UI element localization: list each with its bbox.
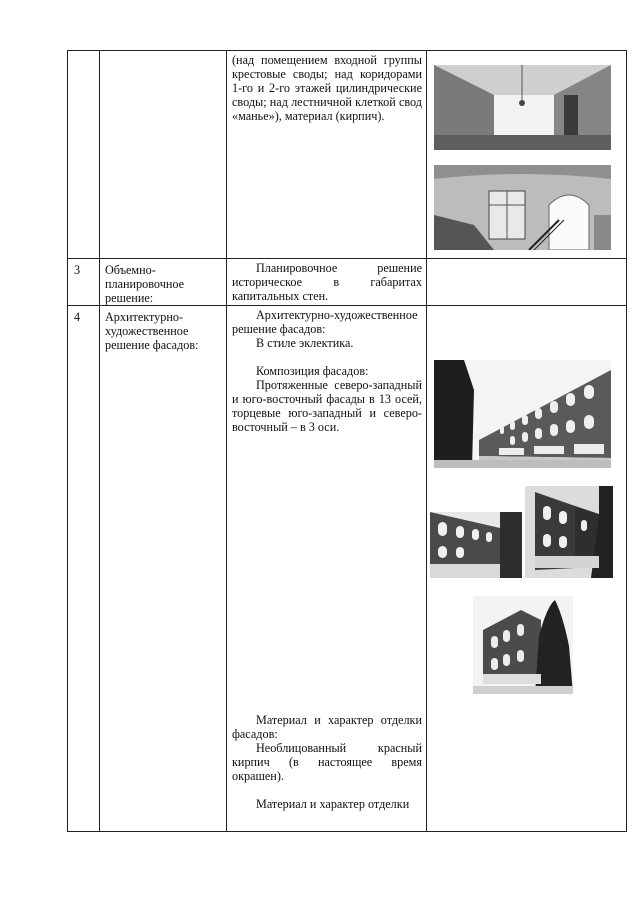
corner-facade-photo [525,486,613,578]
corridor-vault-photo [434,65,611,150]
vault-description: (над помещением входной группы крестовые своды; над коридорами 1-го и 2-го этажей цилиндрические своды; над лестничной клеткой свод «манье»), материал (кирпич). [232,53,422,123]
row-number: 4 [68,306,100,832]
num-cell [68,51,100,259]
table-row [68,259,627,306]
photo-cell [427,259,627,306]
row-heading: Архитектурно-художественное решение фасадов: [100,306,227,832]
paragraph: Материал и характер отделки фасадов: [232,713,422,741]
paragraph: Протяженные северо-западный и юго-восточный фасады в 13 осей, торцевые юго-западный и северо-восточный – в 3 оси. [232,378,422,434]
row-number: 3 [68,259,100,306]
staircase-photo [434,165,611,250]
text-cell [227,306,427,832]
paragraph: В стиле эклектика. [256,336,354,350]
paragraph: Композиция фасадов: [256,364,369,378]
paragraph: Архитектурно-художественное решение фасадов: [232,308,418,336]
row-heading: Объемно-планировочное решение: [100,259,227,306]
long-facade-photo [434,360,611,468]
text-cell [227,51,427,259]
paragraph: Материал и характер отделки [256,797,410,811]
end-facade-photo [473,596,573,694]
paragraph: Необлицованный красный кирпич (в настоящее время окрашен). [232,741,422,783]
side-facade-photo [430,512,522,578]
name-cell [100,51,227,259]
text-cell [227,259,427,306]
planning-description: Планировочное решение историческое в габаритах капитальных стен. [232,261,422,303]
